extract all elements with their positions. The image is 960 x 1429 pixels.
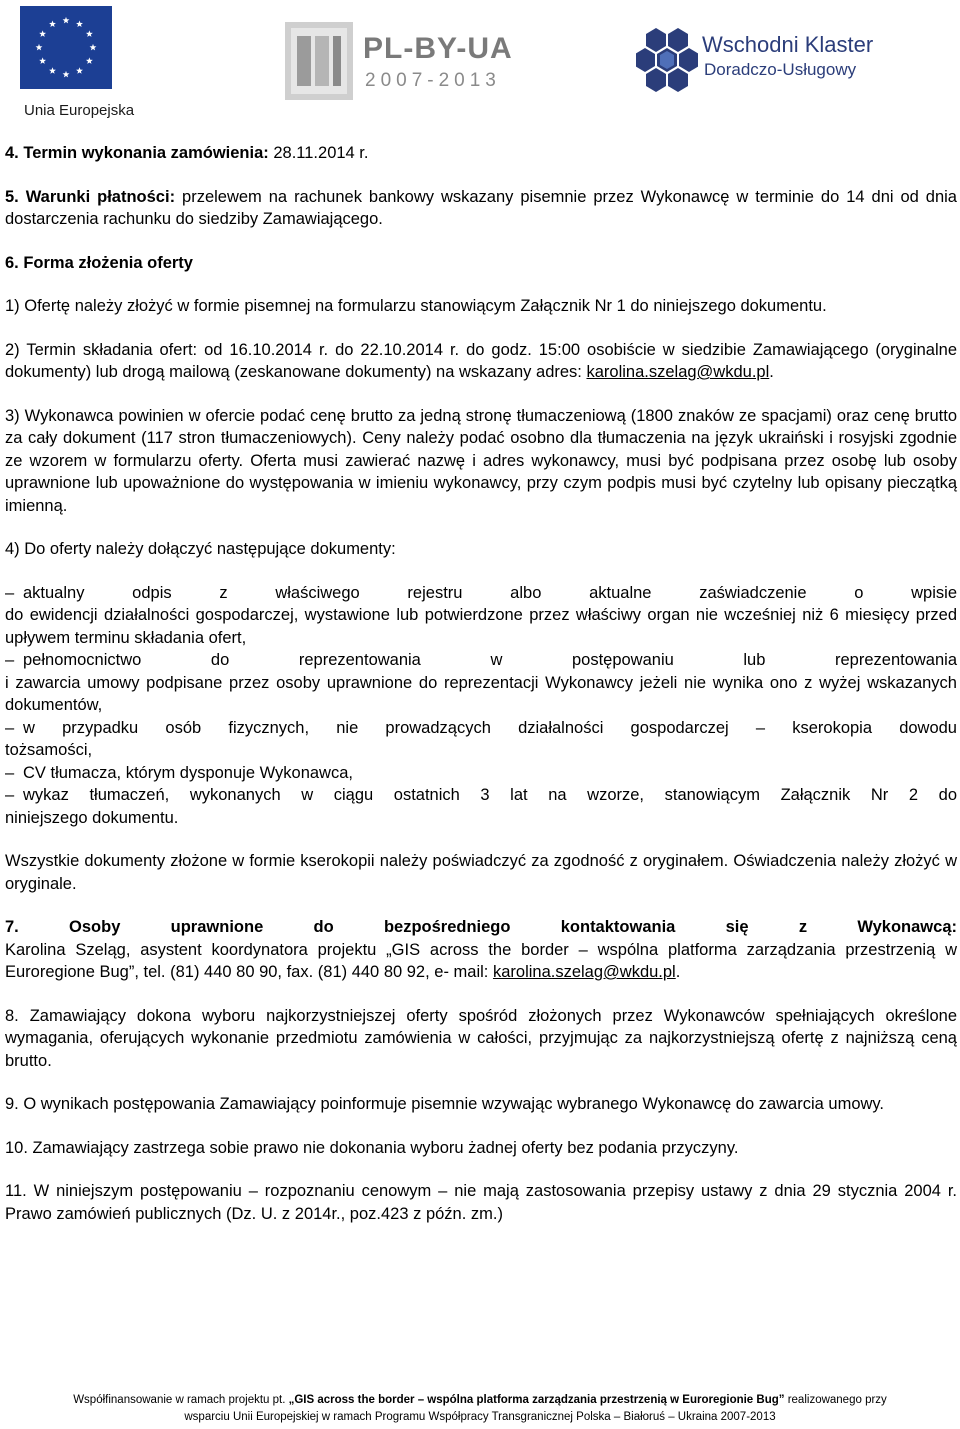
eu-label: Unia Europejska <box>24 102 135 119</box>
section-6-point-4: 4) Do oferty należy dołączyć następujące dokumenty: <box>5 540 396 558</box>
footer-line-2: wsparciu Unii Europejskiej w ramach Programu Współpracy Transgranicznej Polska – Białoruś – Ukraina 2007-2013 <box>184 1411 776 1423</box>
header-logos <box>0 0 960 130</box>
list-item <box>5 582 957 650</box>
email-link[interactable]: karolina.szelag@wkdu.pl <box>492 963 676 981</box>
email-link[interactable]: karolina.szelag@wkdu.pl <box>586 363 770 381</box>
list-item-rest: do ewidencji działalności gospodarczej, wystawione lub potwierdzone przez właściwy organ nie wcześniej niż 6 miesięcy przed upływem terminu składania ofert, <box>5 606 957 647</box>
list-item <box>5 762 957 785</box>
period: . <box>675 963 681 981</box>
section-4 <box>5 142 957 165</box>
list-item-rest: tożsamości, <box>5 741 93 759</box>
dash-bullet: – <box>5 583 15 602</box>
section-4-label: 4. Termin wykonania zamówienia: <box>5 144 269 162</box>
list-item <box>5 717 957 762</box>
cluster-title: Wschodni Klaster <box>702 32 874 57</box>
project-title: „GIS across the border – wspólna platforma zarządzania przestrzenią w Euroregionie Bug” <box>288 1394 785 1406</box>
document-body <box>5 142 957 1225</box>
cluster-logo <box>636 26 956 106</box>
section-5 <box>5 186 957 231</box>
section-6-point-3: 3) Wykonawca powinien w ofercie podać cenę brutto za jedną stronę tłumaczeniową (1800 znaków ze spacjami) oraz cenę brutto za cały dokument (117 stron tłumaczeniowych). Ceny należy podać osobno dla tłumaczenia na język ukraiński i rosyjski zgodnie ze wzorem w formularzu oferty. Oferta musi zawierać nazwę i adres wykonawcy, musi być podpisana przez osobę lub osoby uprawnione lub upoważnione do występowania w imieniu wykonawcy, przy czym podpis musi być czytelny lub opisany pieczątką imienną. <box>5 406 957 515</box>
section-6-point-2-text: 2) Termin składania ofert: od 16.10.2014 r. do 22.10.2014 r. do godz. 15:00 osobiście w siedzibie Zamawiającego (oryginalne dokumenty) lub drogą mailową (zeskanowane dokumenty) na wskazany adres: <box>5 340 957 381</box>
dash-bullet: – <box>5 786 15 804</box>
document-list <box>5 582 957 830</box>
list-item-rest: i zawarcia umowy podpisane przez osoby uprawnione do reprezentacji Wykonawcy jeżeli nie wynika ono z wyżej wskazanych dokumentów, <box>5 673 957 714</box>
section-9: 9. O wynikach postępowania Zamawiający poinformuje pisemnie wzywając wybranego Wykonawcę do zawarcia umowy. <box>5 1095 885 1113</box>
cluster-subtitle: Doradczo-Usługowy <box>704 60 857 79</box>
list-item-first-line: wykaz tłumaczeń, wykonanych w ciągu ostatnich 3 lat na wzorze, stanowiącym Załącznik Nr 2 do <box>23 786 957 804</box>
footer-prefix: Współfinansowanie w ramach projektu pt. <box>73 1394 289 1406</box>
section-10: 10. Zamawiający zastrzega sobie prawo nie dokonania wyboru żadnej oferty bez podania przyczyny. <box>5 1138 739 1157</box>
section-7-label: 7. Osoby uprawnione do bezpośredniego kontaktowania się z Wykonawcą: <box>5 918 957 936</box>
eu-flag-icon <box>20 6 112 89</box>
program-title: PL-BY-UA <box>363 32 513 65</box>
list-item <box>5 784 957 829</box>
contact-details: Karolina Szeląg, asystent koordynatora projektu „GIS across the border – wspólna platforma zarządzania przestrzenią w Euroregione Bug”, tel. (81) 440 80 90, fax. (81) 440 80 92, e- mail: <box>5 940 957 981</box>
documents-certification-note: Wszystkie dokumenty złożone w formie kserokopii należy poświadczyć za zgodność z oryginałem. Oświadczenia należy złożyć w oryginale. <box>5 852 957 893</box>
section-6-point-1: 1) Ofertę należy złożyć w formie pisemnej na formularzu stanowiącym Załącznik Nr 1 do niniejszego dokumentu. <box>5 297 827 315</box>
page-footer <box>0 1392 960 1426</box>
dash-bullet: – <box>5 763 15 782</box>
hexagon-cluster-icon <box>636 26 698 92</box>
section-5-label: 5. Warunki płatności: <box>5 187 176 206</box>
section-4-value: 28.11.2014 r. <box>268 144 369 162</box>
period: . <box>769 363 774 381</box>
section-8: 8. Zamawiający dokona wyboru najkorzystniejszej oferty spośród złożonych przez Wykonawców spełniających określone wymagania, oferujących wykonanie przedmiotu zamówienia w całości, przyjmując za najkorzystniejszą ofertę z najniższą ceną brutto. <box>5 1006 957 1070</box>
list-item-first-line: CV tłumacza, którym dysponuje Wykonawca, <box>23 763 353 782</box>
section-6-point-2 <box>5 339 957 384</box>
list-item-first-line: aktualny odpis z właściwego rejestru albo aktualne zaświadczenie o wpisie <box>23 583 957 602</box>
list-item-first-line: w przypadku osób fizycznych, nie prowadzących działalności gospodarczej – kserokopia dowodu <box>23 718 957 737</box>
section-11: 11. W niniejszym postępowaniu – rozpoznaniu cenowym – nie mają zastosowania przepisy ustawy z dnia 29 stycznia 2004 r. Prawo zamówień publicznych (Dz. U. z 2014r., poz.423 z późn. zm.) <box>5 1182 957 1223</box>
dash-bullet: – <box>5 718 15 737</box>
section-7-text <box>5 939 957 984</box>
pl-by-ua-logo <box>285 18 545 108</box>
section-5-text: przelewem na rachunek bankowy wskazany pisemnie przez Wykonawcę w terminie do 14 dni od dnia dostarczenia rachunku do siedziby Zamawiającego. <box>5 187 957 228</box>
program-years: 2007-2013 <box>365 70 501 91</box>
list-item-rest: niniejszego dokumentu. <box>5 808 179 827</box>
list-item-first-line: pełnomocnictwo do reprezentowania w postępowaniu lub reprezentowania <box>23 651 957 669</box>
eu-logo <box>20 6 140 124</box>
footer-suffix: realizowanego przy <box>784 1394 887 1406</box>
list-item <box>5 649 957 717</box>
dash-bullet: – <box>5 651 15 669</box>
program-mark-icon <box>285 22 353 100</box>
section-6-title: 6. Forma złożenia oferty <box>5 253 193 272</box>
footer-line-1 <box>0 1392 960 1409</box>
